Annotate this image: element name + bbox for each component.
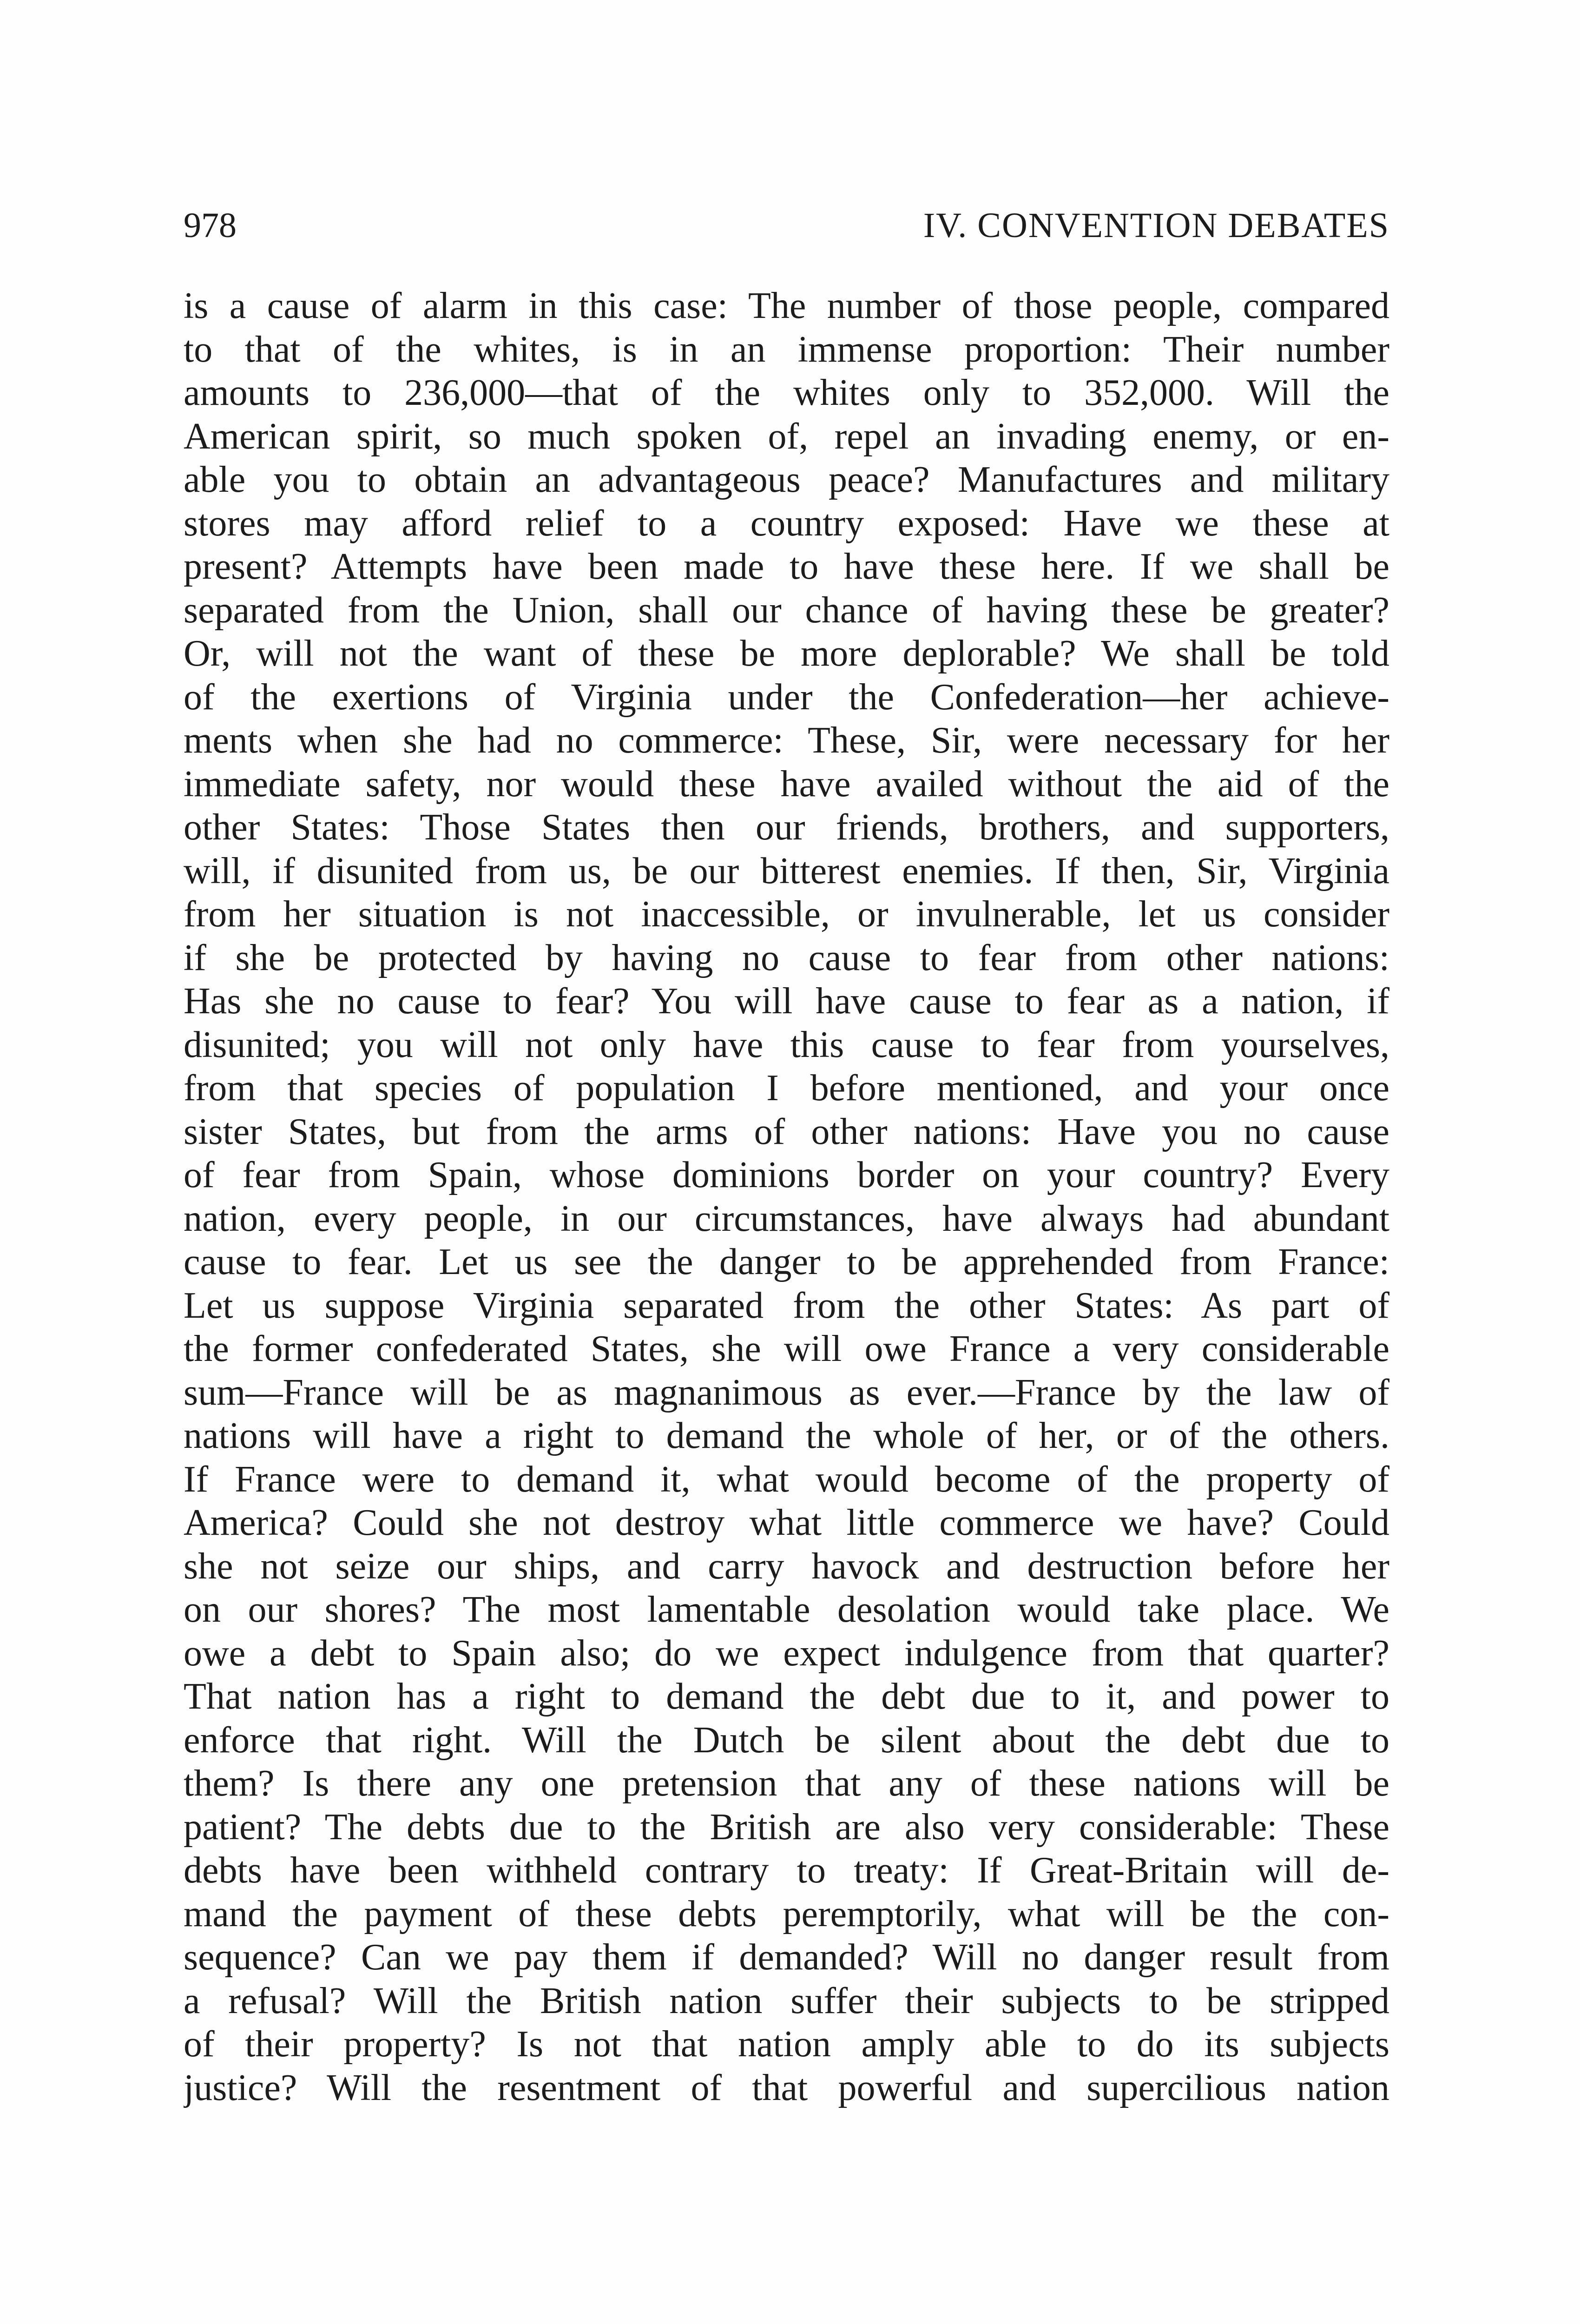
text-line: other States: Those States then our friends, brothers, and supporters, bbox=[184, 807, 1389, 848]
text-line: American spirit, so much spoken of, repel an invading enemy, or en- bbox=[184, 416, 1389, 457]
text-line: stores may afford relief to a country exposed: Have we these at bbox=[184, 502, 1389, 544]
text-line: immediate safety, nor would these have availed without the aid of the bbox=[184, 763, 1389, 805]
text-line: amounts to 236,000—that of the whites only to 352,000. Will the bbox=[184, 372, 1389, 413]
text-line: If France were to demand it, what would become of the property of bbox=[184, 1459, 1389, 1500]
text-line: a refusal? Will the British nation suffer their subjects to be stripped bbox=[184, 1980, 1389, 2021]
text-line: ments when she had no commerce: These, Sir, were necessary for her bbox=[184, 720, 1389, 761]
text-line: disunited; you will not only have this cause to fear from yourselves, bbox=[184, 1024, 1389, 1065]
text-line: nations will have a right to demand the whole of her, or of the others. bbox=[184, 1415, 1389, 1456]
text-line: will, if disunited from us, be our bitterest enemies. If then, Sir, Virginia bbox=[184, 850, 1389, 891]
section-title: IV. CONVENTION DEBATES bbox=[923, 206, 1389, 245]
text-line: Or, will not the want of these be more deplorable? We shall be told bbox=[184, 633, 1389, 674]
text-line: of their property? Is not that nation amply able to do its subjects bbox=[184, 2024, 1389, 2065]
text-line: if she be protected by having no cause to fear from other nations: bbox=[184, 937, 1389, 978]
text-line: present? Attempts have been made to have these here. If we shall be bbox=[184, 546, 1389, 587]
text-line: on our shores? The most lamentable desolation would take place. We bbox=[184, 1589, 1389, 1630]
text-line: nation, every people, in our circumstances, have always had abundant bbox=[184, 1198, 1389, 1239]
text-line: Let us suppose Virginia separated from the other States: As part of bbox=[184, 1285, 1389, 1326]
text-line: America? Could she not destroy what little commerce we have? Could bbox=[184, 1502, 1389, 1543]
text-line: cause to fear. Let us see the danger to be apprehended from France: bbox=[184, 1241, 1389, 1282]
text-line: justice? Will the resentment of that powerful and supercilious nation bbox=[184, 2067, 1389, 2108]
body-text bbox=[184, 284, 1389, 2110]
text-line: Has she no cause to fear? You will have cause to fear as a nation, if bbox=[184, 981, 1389, 1022]
running-head bbox=[184, 200, 1389, 251]
text-line: patient? The debts due to the British are also very considerable: These bbox=[184, 1806, 1389, 1848]
text-line: of fear from Spain, whose dominions border on your country? Every bbox=[184, 1155, 1389, 1195]
text-line: sum—France will be as magnanimous as ever.—France by the law of bbox=[184, 1372, 1389, 1413]
text-line: the former confederated States, she will owe France a very considerable bbox=[184, 1328, 1389, 1369]
text-line: sequence? Can we pay them if demanded? Will no danger result from bbox=[184, 1937, 1389, 1978]
text-line: of the exertions of Virginia under the Confederation—her achieve- bbox=[184, 676, 1389, 718]
text-line: to that of the whites, is in an immense proportion: Their number bbox=[184, 329, 1389, 370]
text-line: debts have been withheld contrary to treaty: If Great-Britain will de- bbox=[184, 1850, 1389, 1891]
text-line: able you to obtain an advantageous peace? Manufactures and military bbox=[184, 459, 1389, 500]
text-line: sister States, but from the arms of other nations: Have you no cause bbox=[184, 1111, 1389, 1152]
text-line: owe a debt to Spain also; do we expect indulgence from that quarter? bbox=[184, 1632, 1389, 1674]
text-line: mand the payment of these debts peremptorily, what will be the con- bbox=[184, 1893, 1389, 1934]
text-line: is a cause of alarm in this case: The number of those people, compared bbox=[184, 285, 1389, 326]
text-line: from her situation is not inaccessible, or invulnerable, let us consider bbox=[184, 894, 1389, 935]
text-line: enforce that right. Will the Dutch be silent about the debt due to bbox=[184, 1719, 1389, 1761]
text-line: she not seize our ships, and carry havock and destruction before her bbox=[184, 1545, 1389, 1587]
text-line: from that species of population I before mentioned, and your once bbox=[184, 1068, 1389, 1109]
text-line: separated from the Union, shall our chance of having these be greater? bbox=[184, 589, 1389, 631]
text-line: them? Is there any one pretension that any of these nations will be bbox=[184, 1763, 1389, 1804]
page-number: 978 bbox=[184, 206, 237, 245]
text-line: That nation has a right to demand the debt due to it, and power to bbox=[184, 1676, 1389, 1717]
